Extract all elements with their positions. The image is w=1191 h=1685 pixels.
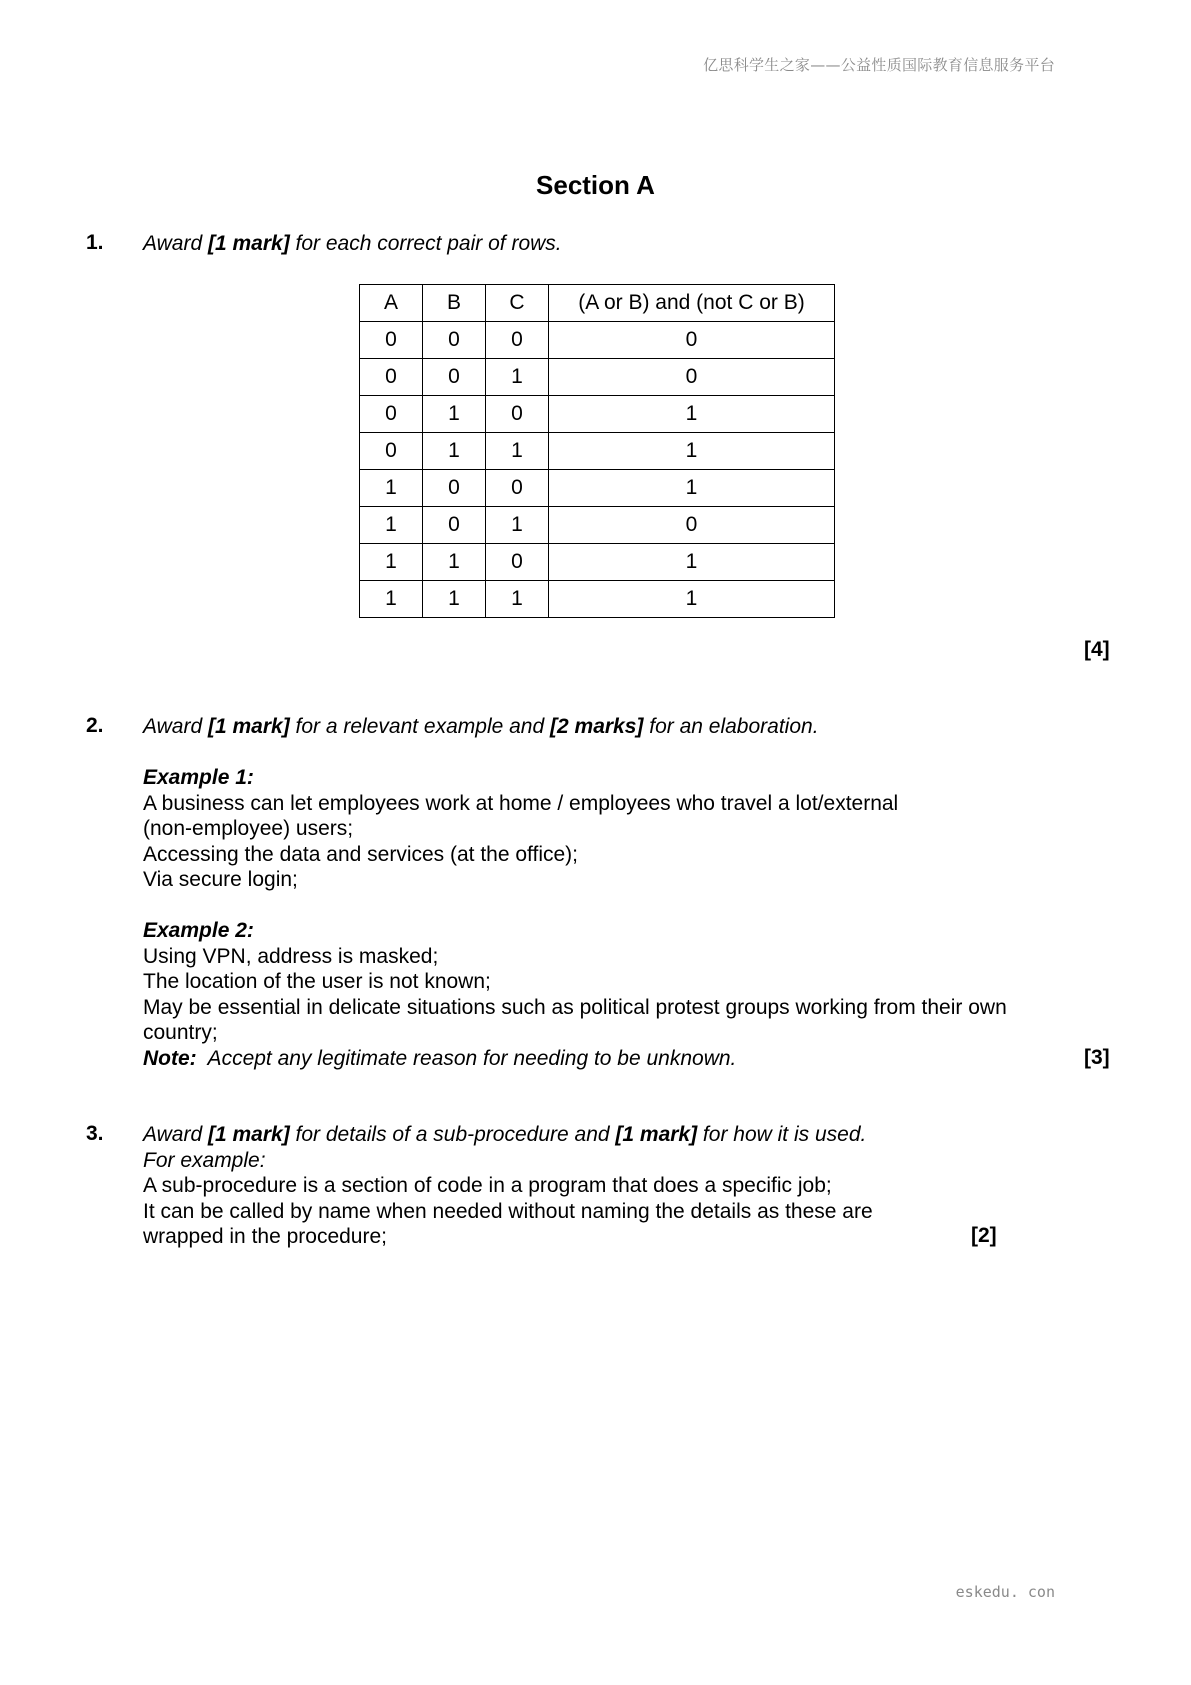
table-row	[360, 359, 835, 396]
table-cell: 0	[486, 396, 549, 433]
header-cell-expression: (A or B) and (not C or B)	[549, 285, 835, 322]
table-row	[360, 396, 835, 433]
table-cell: 1	[360, 544, 423, 581]
section-title: Section A	[536, 170, 655, 200]
header-cell-a: A	[360, 285, 423, 322]
q3-line: A sub-procedure is a section of code in a program that does a specific job;	[143, 1174, 832, 1197]
table-cell: 1	[486, 359, 549, 396]
table-cell: 1	[549, 544, 835, 581]
q2-example1-line: (non-employee) users;	[143, 817, 354, 840]
table-row	[360, 544, 835, 581]
table-cell: 1	[549, 581, 835, 618]
footer-site: eskedu. con	[955, 1583, 1055, 1601]
q3-marks: [2]	[971, 1224, 997, 1247]
table-cell: 0	[486, 544, 549, 581]
q2-example2-line: May be essential in delicate situations such as political protest groups working from their own	[143, 996, 1007, 1019]
table-cell: 0	[360, 322, 423, 359]
table-cell: 1	[360, 470, 423, 507]
table-cell: 1	[486, 581, 549, 618]
q2-instruction: Award [1 mark] for a relevant example and [2 marks] for an elaboration.	[143, 715, 819, 738]
q2-example1-heading: Example 1:	[143, 766, 254, 789]
header-watermark: 亿思科学生之家——公益性质国际教育信息服务平台	[703, 56, 1055, 74]
table-cell: 1	[486, 507, 549, 544]
q2-example2-line: Using VPN, address is masked;	[143, 945, 439, 968]
table-row	[360, 470, 835, 507]
table-cell: 1	[549, 396, 835, 433]
table-row	[360, 322, 835, 359]
q1-number: 1.	[86, 231, 104, 254]
q2-example1-line: Accessing the data and services (at the office);	[143, 843, 579, 866]
q1-instruction: Award [1 mark] for each correct pair of rows.	[143, 232, 562, 255]
q3-number: 3.	[86, 1122, 104, 1145]
q2-note: Note: Accept any legitimate reason for needing to be unknown.	[143, 1047, 737, 1070]
truth-table	[359, 284, 835, 618]
q2-marks: [3]	[1084, 1046, 1110, 1069]
table-cell: 0	[486, 322, 549, 359]
table-cell: 1	[423, 544, 486, 581]
table-row	[360, 507, 835, 544]
table-cell: 0	[360, 396, 423, 433]
q2-example2-line: country;	[143, 1021, 218, 1044]
header-cell-b: B	[423, 285, 486, 322]
table-row	[360, 433, 835, 470]
table-cell: 1	[423, 581, 486, 618]
table-cell: 1	[423, 396, 486, 433]
table-cell: 0	[360, 433, 423, 470]
q2-example1-line: A business can let employees work at home / employees who travel a lot/external	[143, 792, 899, 815]
q3-for-example: For example:	[143, 1149, 266, 1172]
table-cell: 0	[423, 322, 486, 359]
q3-line: wrapped in the procedure;	[143, 1225, 387, 1248]
table-cell: 1	[360, 581, 423, 618]
table-row	[360, 581, 835, 618]
table-cell: 0	[549, 322, 835, 359]
q3-line: It can be called by name when needed without naming the details as these are	[143, 1200, 873, 1223]
q2-example1-line: Via secure login;	[143, 868, 298, 891]
table-cell: 0	[486, 470, 549, 507]
header-cell-c: C	[486, 285, 549, 322]
truth-table-header-row	[360, 285, 835, 322]
table-cell: 1	[423, 433, 486, 470]
table-cell: 0	[549, 359, 835, 396]
q2-example2-heading: Example 2:	[143, 919, 254, 942]
table-cell: 0	[423, 507, 486, 544]
table-cell: 0	[423, 470, 486, 507]
table-cell: 0	[549, 507, 835, 544]
table-cell: 1	[549, 470, 835, 507]
table-cell: 0	[423, 359, 486, 396]
q2-example2-line: The location of the user is not known;	[143, 970, 491, 993]
q2-number: 2.	[86, 714, 104, 737]
table-cell: 0	[360, 359, 423, 396]
table-cell: 1	[549, 433, 835, 470]
q3-instruction: Award [1 mark] for details of a sub-procedure and [1 mark] for how it is used.	[143, 1123, 867, 1146]
q1-marks: [4]	[1084, 638, 1110, 661]
table-cell: 1	[486, 433, 549, 470]
table-cell: 1	[360, 507, 423, 544]
